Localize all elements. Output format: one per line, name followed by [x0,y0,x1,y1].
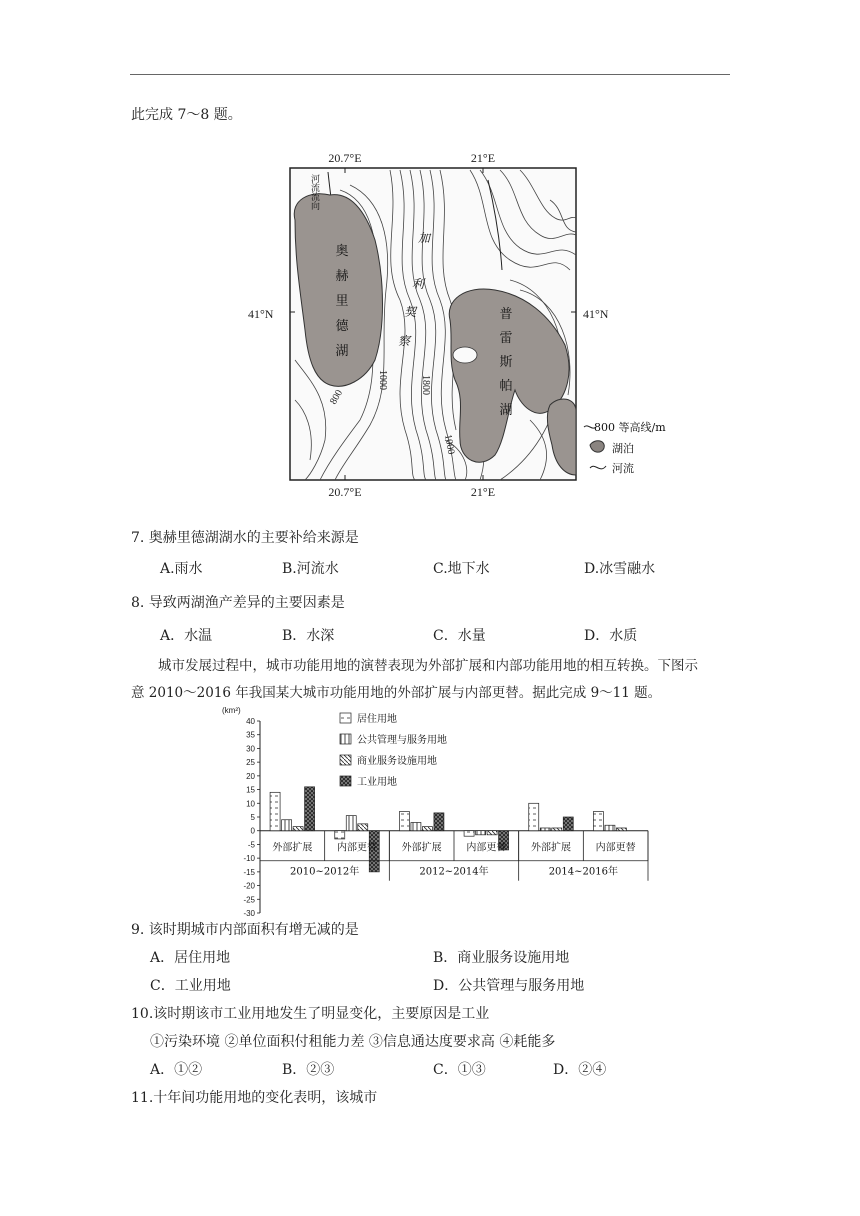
bar [422,827,432,831]
q7-stem: 7. 奥赫里德湖湖水的主要补给来源是 [131,530,359,546]
contour-label-3: 1800 [420,375,431,395]
mountain-char-0: 加 [417,231,431,245]
q9-option-b: B．商业服务设施用地 [433,950,570,966]
lon-right-top: 21°E [470,151,496,165]
mountain-char-1: 利 [411,277,425,291]
river-dir-label: 河流流向 [309,174,319,210]
bar [434,813,444,831]
bar [464,831,474,836]
y-tick-label: -30 [243,909,255,918]
q8-option-c: C．水量 [433,628,486,644]
period-label: 2014~2016年 [548,866,618,878]
bar [270,792,280,830]
mountain-char-3: 察 [397,334,411,348]
lat-left: 41°N [248,307,274,321]
bar [399,812,409,831]
bar [529,803,539,830]
map-legend [584,420,666,475]
group-label: 内部更替 [337,842,377,854]
legend-label: 商业服务设施用地 [357,756,437,767]
group-label: 外部扩展 [401,842,442,854]
q8-option-b: B．水深 [282,628,335,644]
y-tick-label: -15 [243,867,255,877]
lon-left-bottom: 20.7°E [328,485,362,499]
legend-lake: 湖泊 [612,442,634,455]
group-label: 外部扩展 [531,842,571,854]
lake2-char-0: 普 [499,307,513,322]
y-tick-label: 25 [246,758,255,768]
group-label: 外部扩展 [272,842,313,854]
lake1-char-4: 湖 [335,344,349,359]
q7-option-a: A.雨水 [160,561,203,577]
bar [282,820,292,831]
bar [346,816,356,831]
contour-label-2: 1000 [377,370,388,390]
q10-option-b: B．②③ [282,1062,335,1078]
contour-label-1: 800 [328,388,346,407]
period-label: 2012~2014年 [419,866,489,878]
bar [411,822,421,830]
q8-option-a: A．水温 [160,628,213,644]
chart-group-labels [260,831,648,881]
q10-option-d: D．②④ [553,1062,607,1078]
legend-label: 居住用地 [357,714,397,725]
bar [358,824,368,831]
passage-line-1: 城市发展过程中，城市功能用地的演替表现为外部扩展和内部功能用地的相互转换。下图示 [158,658,698,674]
passage-line-2: 意 2010～2016 年我国某大城市功能用地的外部扩展与内部更替。据此完成 9～11 题。 [131,685,662,701]
q7-option-d: D.冰雪融水 [584,561,656,577]
bar [476,831,486,835]
y-tick-label: -5 [247,840,255,850]
legend-label: 工业用地 [357,777,397,788]
lake2-char-1: 雷 [499,331,513,346]
lake2-char-4: 湖 [499,403,513,418]
legend-contour: 800 等高线/m [594,421,666,434]
header-rule [130,74,730,75]
lake1-char-2: 里 [335,294,349,309]
y-tick-label: 20 [246,771,255,781]
bar [305,787,315,831]
q8-stem: 8. 导致两湖渔产差异的主要因素是 [131,595,345,611]
chart-bars [270,787,626,872]
q10-option-c: C．①③ [433,1062,486,1078]
lat-right: 41°N [583,307,609,321]
legend-swatch [340,755,351,765]
q9-option-d: D．公共管理与服务用地 [433,978,585,994]
q7-option-b: B.河流水 [282,561,339,577]
intro-line: 此完成 7～8 题。 [131,107,242,123]
legend-swatch [340,776,351,786]
y-tick-label: -20 [243,881,255,891]
land-use-bar-chart [220,703,660,918]
q9-stem: 9. 该时期城市内部面积有增无减的是 [131,922,359,938]
q10-statements: ①污染环境 ②单位面积付租能力差 ③信息通达度要求高 ④耗能多 [150,1034,556,1050]
legend-swatch [340,734,351,744]
bar [540,828,550,831]
q8-option-d: D．水质 [584,628,638,644]
chart-unit: (km²) [222,706,241,715]
contour-label-4: 1000 [442,433,457,456]
y-tick-label: 5 [250,813,255,822]
lake2-char-2: 斯 [499,355,513,370]
bar [593,812,603,831]
y-tick-label: -10 [243,854,255,864]
lon-right-bottom: 21°E [470,485,496,499]
lon-left-top: 20.7°E [328,151,362,165]
q10-stem: 10.该时期该市工业用地发生了明显变化，主要原因是工业 [131,1006,490,1022]
legend-label: 公共管理与服务用地 [357,735,447,746]
bar [563,817,573,831]
group-label: 内部更替 [466,842,507,854]
q10-option-a: A．①② [150,1062,203,1078]
bar [605,825,615,830]
q9-option-a: A．居住用地 [150,950,231,966]
bar [335,831,345,839]
lake1-char-1: 赫 [335,269,349,284]
lake-map [248,140,666,510]
legend-swatch [340,713,351,723]
lake2-char-3: 帕 [499,379,513,394]
q7-option-c: C.地下水 [433,561,490,577]
bar [487,831,497,835]
y-tick-label: -25 [243,895,255,905]
y-tick-label: 30 [246,744,255,754]
chart-legend [340,712,447,788]
bar [552,828,562,831]
y-tick-label: 15 [246,785,255,795]
legend-river: 河流 [612,462,634,475]
mountain-char-2: 契 [403,305,417,319]
period-label: 2010~2012年 [290,866,360,878]
lake1-char-3: 德 [335,319,349,334]
y-tick-label: 40 [246,717,255,726]
q9-option-c: C．工业用地 [150,978,231,994]
y-tick-label: 0 [250,826,255,836]
chart-axis [243,717,648,918]
bar [293,827,303,831]
q11-stem: 11.十年间功能用地的变化表明，该城市 [131,1090,378,1106]
group-label: 内部更替 [595,842,636,854]
bar [616,828,626,831]
y-tick-label: 35 [246,730,255,740]
lake1-char-0: 奥 [335,244,349,259]
y-tick-label: 10 [246,799,255,809]
